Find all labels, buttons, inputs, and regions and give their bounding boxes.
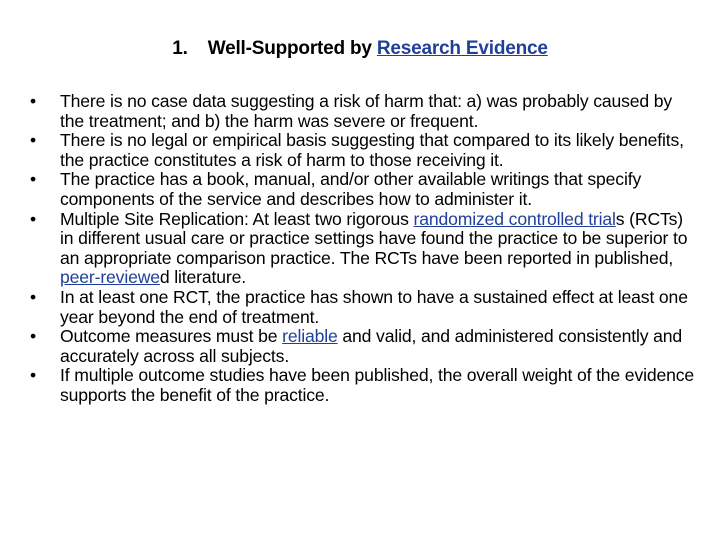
bullet-icon: • [30, 286, 37, 307]
heading-number: 1. [172, 38, 188, 59]
list-item-text: d literature. [159, 267, 246, 288]
bullet-icon: • [30, 365, 37, 386]
list-item-text: s (RCTs) in different usual care or practice settings have found the practice to be superior to an appropriate comparison practice. The RCTs have been reported in published, [60, 208, 688, 268]
list-item [30, 288, 698, 327]
list-item-text: There is no case data suggesting a risk of harm that: a) was probably caused by the treatment; and b) the harm was severe or frequent. [60, 91, 673, 131]
list-item [30, 92, 698, 131]
bullet-icon: • [30, 169, 37, 190]
list-item-text: Outcome measures must be [60, 326, 283, 347]
randomized-controlled-trial-link[interactable]: randomized controlled trial [413, 208, 616, 229]
bullet-icon: • [30, 326, 37, 347]
list-item [30, 131, 698, 170]
reliable-link[interactable]: reliable [282, 326, 338, 347]
criteria-list [30, 92, 698, 406]
list-item-text: The practice has a book, manual, and/or other available writings that specify components of the service and describes how to administer it. [60, 169, 642, 209]
list-item-text: Multiple Site Replication: At least two rigorous [60, 208, 414, 229]
bullet-icon: • [30, 208, 37, 229]
list-item [30, 366, 698, 405]
heading-prefix: Well-Supported by [207, 38, 377, 59]
list-item-text: There is no legal or empirical basis suggesting that compared to its likely benefits, the practice constitutes a risk of harm to those receiving it. [60, 130, 684, 170]
research-evidence-link[interactable]: Research Evidence [376, 38, 548, 59]
list-item-text: If multiple outcome studies have been published, the overall weight of the evidence supports the benefit of the practice. [60, 365, 695, 405]
list-item [30, 210, 698, 288]
bullet-icon: • [30, 91, 37, 111]
list-item [30, 170, 698, 209]
list-item-text: and valid, and administered consistently and accurately across all subjects. [60, 326, 683, 366]
slide-heading [0, 38, 720, 60]
peer-reviewed-link[interactable]: peer-reviewe [60, 267, 160, 288]
bullet-icon: • [30, 130, 37, 151]
list-item [30, 327, 698, 366]
list-item-text: In at least one RCT, the practice has shown to have a sustained effect at least one year beyond the end of treatment. [60, 286, 688, 327]
